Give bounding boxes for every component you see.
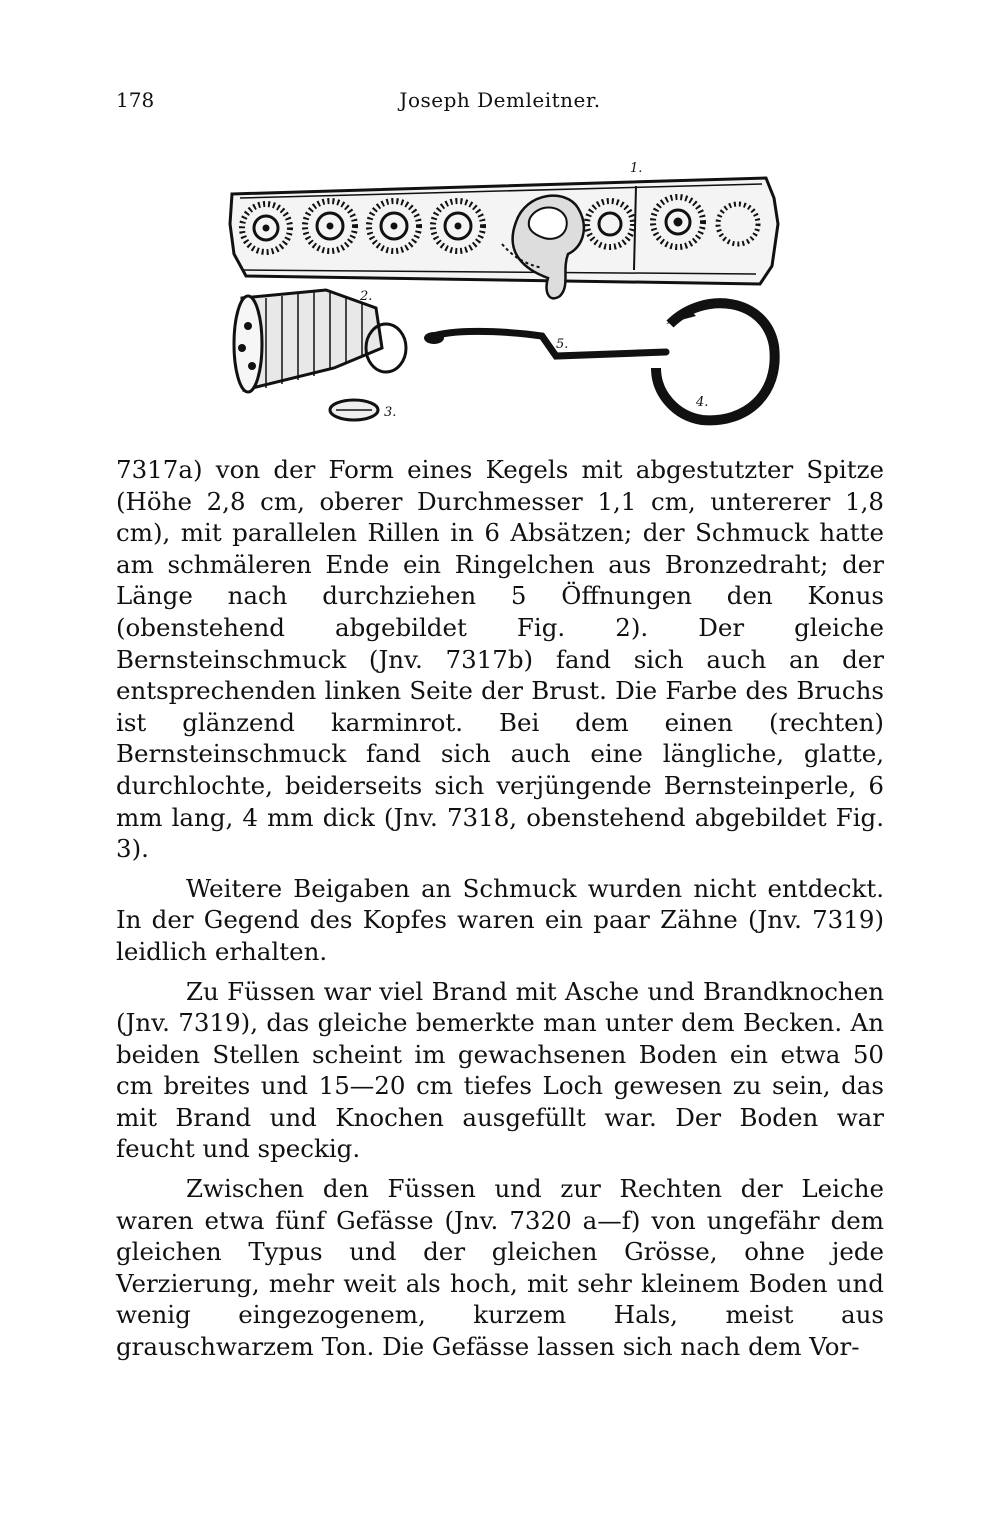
figure-label-2: 2. <box>360 289 373 304</box>
paragraph-3: Zu Füssen war viel Brand mit Asche und Brandknochen (Jnv. 7319), das gleiche bemerkte man unter dem Becken. An beiden Stellen scheint im gewachsenen Boden ein etwa 50 cm breites und 15—20 cm tiefes Loch gewesen zu sein, das mit Brand und Knochen ausgefüllt war. Der Boden war feucht und speckig. <box>116 976 884 1164</box>
amber-cone-illustration <box>234 290 406 392</box>
paragraph-2: Weitere Beigaben an Schmuck wurden nicht entdeckt. In der Gegend des Kopfes waren ein paar Zähne (Jnv. 7319) leidlich erhalten. <box>116 873 884 966</box>
belt-plate-illustration <box>230 178 778 298</box>
paragraph-1: 7317a) von der Form eines Kegels mit abgestutzter Spitze (Höhe 2,8 cm, oberer Durchmesser 1,1 cm, untererer 1,8 cm), mit parallelen Rillen in 6 Absätzen; der Schmuck hatte am schmäleren Ende ein Ringelchen aus Bronzedraht; der Länge nach durchziehen 5 Öffnungen den Konus (obenstehend abgebildet Fig. 2). Der gleiche Bernsteinschmuck (Jnv. 7317b) fand sich auch an der entsprechenden linken Seite der Brust. Die Farbe des Bruchs ist glänzend karminrot. Bei dem einen (rechten) Bernsteinschmuck fand sich auch eine längliche, glatte, durchlochte, beiderseits sich verjüngende Bernsteinperle, 6 mm lang, 4 mm dick (Jnv. 7318, obenstehend abgebildet Fig. 3). <box>116 455 884 864</box>
figure-label-3: 3. <box>384 405 397 420</box>
figure-label-4: 4. <box>696 395 709 410</box>
pin-illustration <box>424 331 666 356</box>
figure-label-5: 5. <box>556 337 569 352</box>
page-header <box>116 88 884 120</box>
amber-bead-illustration <box>330 400 378 420</box>
page-number: 178 <box>116 88 155 112</box>
artifact-figure <box>226 158 784 436</box>
running-title: Joseph Demleitner. <box>399 88 601 112</box>
body-text <box>116 454 884 1363</box>
figure-label-1: 1. <box>630 161 643 176</box>
ring-illustration <box>656 303 775 420</box>
paragraph-4: Zwischen den Füssen und zur Rechten der Leiche waren etwa fünf Gefässe (Jnv. 7320 a—f) von ungefähr dem gleichen Typus und der gleichen Grösse, ohne jede Verzierung, mehr weit als hoch, mit sehr kleinem Boden und wenig eingezogenem, kurzem Hals, meist aus grauschwarzem Ton. Die Gefässe lassen sich nach dem Vor- <box>116 1174 884 1362</box>
